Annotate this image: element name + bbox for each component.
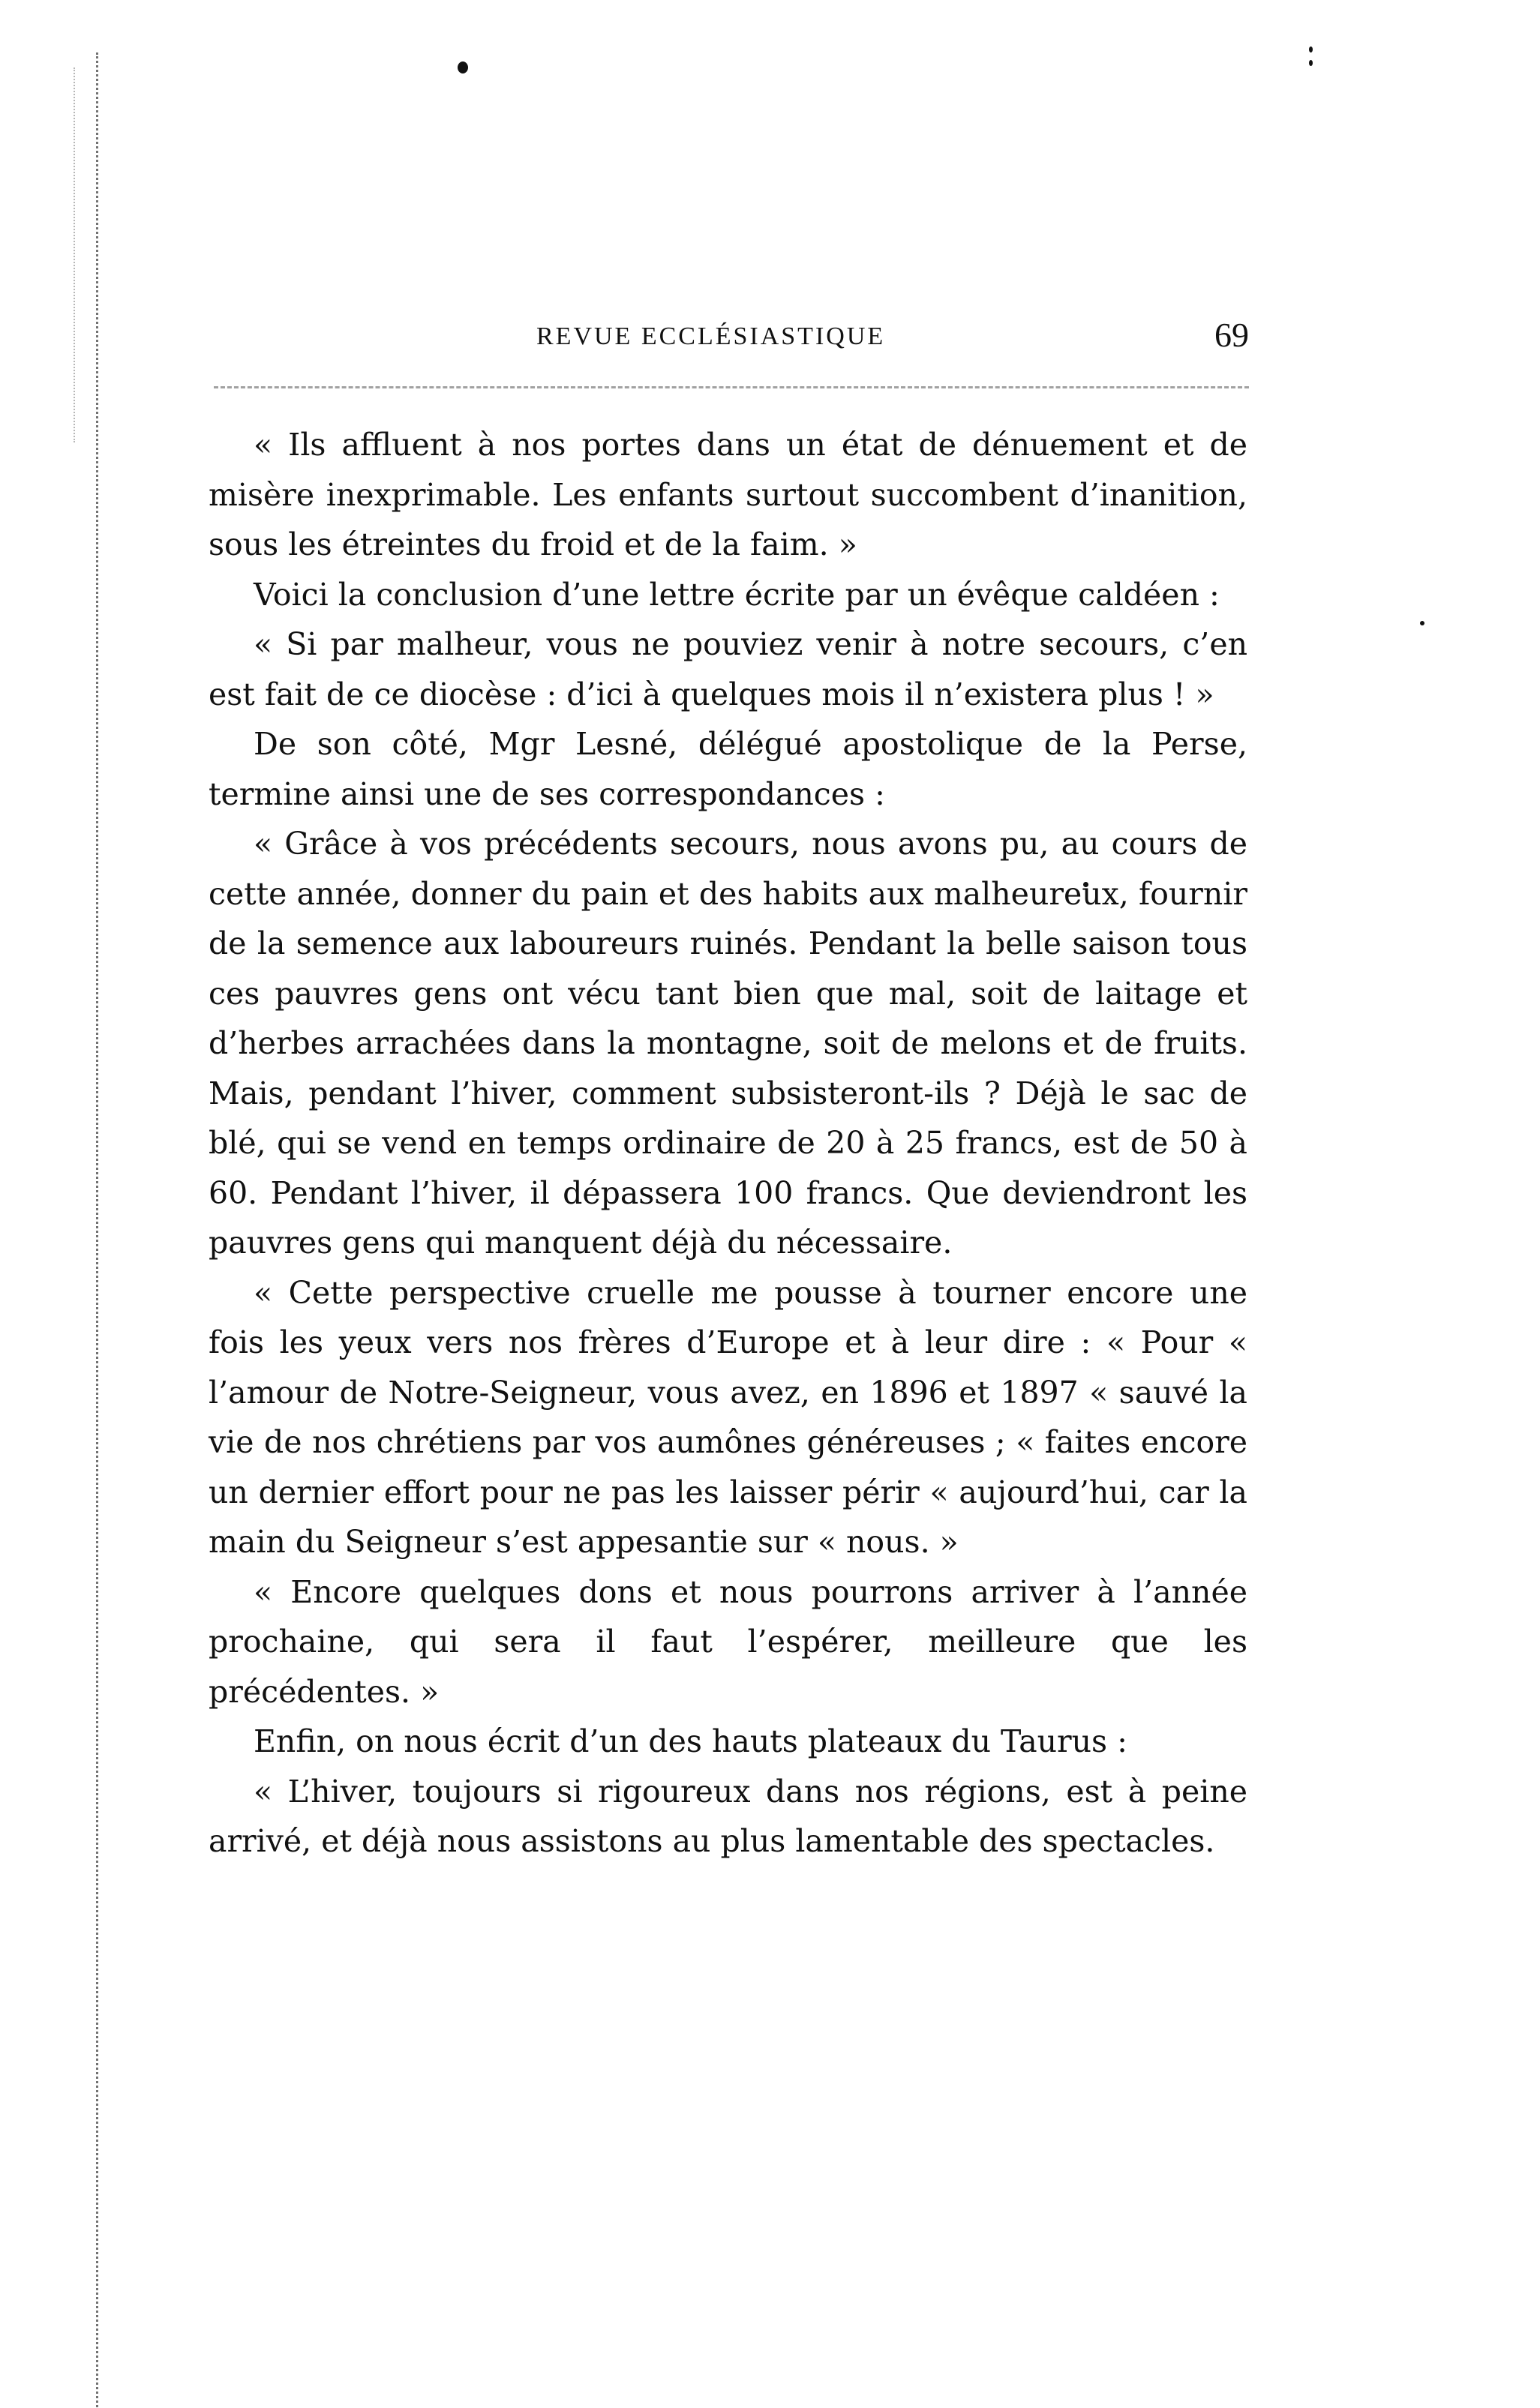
paragraph: De son côté, Mgr Lesné, délégué apostolique de la Perse, termine ainsi une de ses correspondances : [209, 726, 1247, 812]
scan-speck [1309, 46, 1313, 52]
page-number: 69 [1214, 316, 1249, 354]
running-head-title: REVUE ECCLÉSIASTIQUE [536, 322, 886, 350]
scan-speck [458, 61, 468, 73]
paragraph: « L’hiver, toujours si rigoureux dans nos régions, est à peine arrivé, et déjà nous assistons au plus lamentable des spectacles. [209, 1773, 1247, 1859]
paragraph: « Ils affluent à nos portes dans un état de dénuement et de misère inexprimable. Les enfants surtout succombent d’inanition, sous les étreintes du froid et de la faim. » [209, 427, 1247, 562]
running-head [214, 315, 1249, 360]
paragraph: « Encore quelques dons et nous pourrons arriver à l’année prochaine, qui sera il faut l’espérer, meilleure que les précédentes. » [209, 1573, 1247, 1710]
scan-speck [1309, 60, 1313, 66]
paragraph: Enfin, on nous écrit d’un des hauts plateaux du Taurus : [254, 1723, 1127, 1759]
paragraph: « Grâce à vos précédents secours, nous avons pu, au cours de cette année, donner du pain et des habits aux malheureux, fournir de la semence aux laboureurs ruinés. Pendant la belle saison tous ces pauvres gens ont vécu tant bien que mal, soit de laitage et d’herbes arrachées dans la montagne, soit de melons et de fruits. Mais, pendant l’hiver, comment subsisteront-ils ? Déjà le sac de blé, qui se vend en temps ordinaire de 20 à 25 francs, est de 50 à 60. Pendant l’hiver, il dépassera 100 francs. Que deviendront les pauvres gens qui manquent déjà du nécessaire. [209, 826, 1247, 1261]
paragraph: « Cette perspective cruelle me pousse à tourner encore une fois les yeux vers nos frères d’Europe et à leur dire : « Pour « l’amour de Notre-Seigneur, vous avez, en 1896 et 1897 « sauvé la vie de nos chrétiens par vos aumônes généreuses ; « faites encore un dernier effort pour ne pas les laisser périr « aujourd’hui, car la main du Seigneur s’est appesantie sur « nous. » [209, 1274, 1247, 1560]
page-body [209, 420, 1247, 1867]
scan-gutter-line [74, 67, 75, 442]
scan-gutter-line [96, 52, 98, 2407]
header-rule [214, 386, 1249, 388]
paragraph: « Si par malheur, vous ne pouviez venir à notre secours, c’en est fait de ce diocèse : d’ici à quelques mois il n’existera plus ! » [209, 626, 1247, 712]
scan-speck [1420, 621, 1424, 625]
paragraph: Voici la conclusion d’une lettre écrite par un évêque caldéen : [254, 576, 1220, 613]
